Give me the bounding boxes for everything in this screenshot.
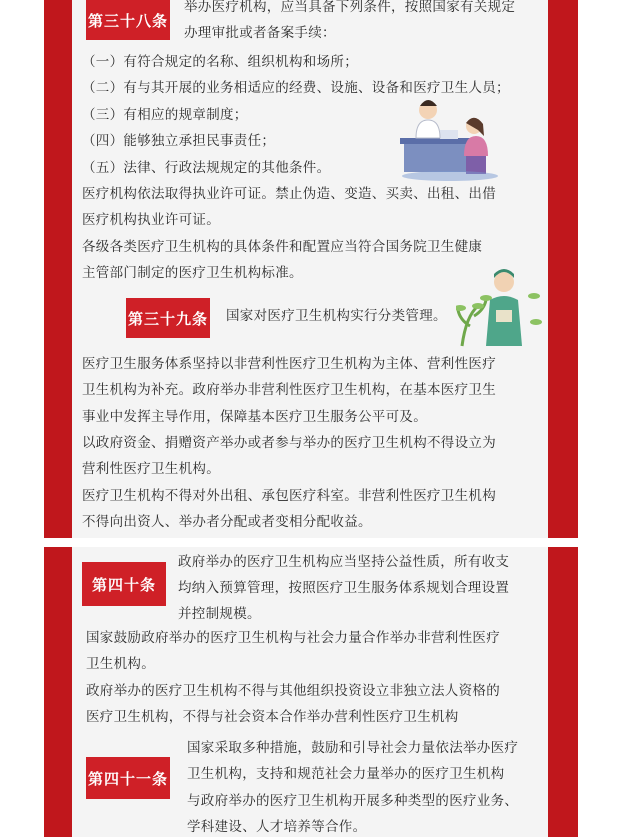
leaf-shape: [456, 305, 466, 311]
article-38-paragraph-line: 医疗机构依法取得执业许可证。禁止伪造、变造、买卖、出租、出借: [82, 186, 496, 202]
article-38-item: （五）法律、行政法规规定的其他条件。: [82, 160, 331, 176]
article-38-paragraph-line: 医疗机构执业许可证。: [82, 212, 220, 228]
leaf-shape: [530, 319, 542, 325]
leaf-shape: [528, 293, 540, 299]
article-40-tag: 第四十条: [82, 562, 166, 606]
article-39-tag: 第三十九条: [126, 298, 210, 338]
patient-legs-shape: [466, 156, 486, 174]
article-41-intro-line: 卫生机构，支持和规范社会力量举办的医疗卫生机构: [187, 766, 505, 782]
floor-shadow-shape: [402, 171, 498, 181]
article-38-intro-line: 举办医疗机构，应当具备下列条件，按照国家有关规定: [184, 0, 516, 15]
article-39-paragraph-line: 卫生机构为补充。政府举办非营利性医疗卫生机构，在基本医疗卫生: [82, 382, 496, 398]
article-38-intro-line: 办理审批或者备案手续：: [184, 25, 336, 41]
article-40-paragraph-line: 国家鼓励政府举办的医疗卫生机构与社会力量合作举办非营利性医疗: [86, 630, 500, 646]
article-39-intro: 国家对医疗卫生机构实行分类管理。: [226, 308, 447, 324]
article-38-tag: 第三十八条: [86, 0, 170, 40]
article-40-paragraph-line: 政府举办的医疗卫生机构不得与其他组织投资设立非独立法人资格的: [86, 683, 500, 699]
article-39-paragraph-line: 事业中发挥主导作用，保障基本医疗卫生服务公平可及。: [82, 409, 427, 425]
article-40-paragraph-line: 医疗卫生机构，不得与社会资本合作举办营利性医疗卫生机构: [86, 709, 459, 725]
article-40-intro-line: 政府举办的医疗卫生机构应当坚持公益性质，所有收支: [178, 554, 510, 570]
article-40-paragraph-line: 卫生机构。: [86, 656, 155, 672]
article-39-paragraph-line: 医疗卫生机构不得对外出租、承包医疗科室。非营利性医疗卫生机构: [82, 488, 496, 504]
doctor-hair-shape: [420, 100, 437, 106]
clipboard-shape: [496, 310, 512, 322]
laptop-shape: [440, 130, 458, 139]
article-38-paragraph-line: 各级各类医疗卫生机构的具体条件和配置应当符合国务院卫生健康: [82, 239, 483, 255]
article-39-paragraph-line: 不得向出资人、举办者分配或者变相分配收益。: [82, 514, 372, 530]
article-38-item: （三）有相应的规章制度；: [82, 107, 248, 123]
desk-top-shape: [400, 138, 476, 144]
article-38-paragraph-line: 主管部门制定的医疗卫生机构标准。: [82, 265, 303, 281]
article-41-intro-line: 学科建设、人才培养等合作。: [187, 819, 367, 835]
article-40-intro-line: 并控制规模。: [178, 606, 261, 622]
article-41-intro-line: 国家采取多种措施，鼓励和引导社会力量依法举办医疗: [187, 740, 519, 756]
doctor-head-shape: [494, 272, 514, 292]
article-40-intro-line: 均纳入预算管理，按照医疗卫生服务体系规划合理设置: [178, 580, 510, 596]
article-38-item: （四）能够独立承担民事责任；: [82, 133, 276, 149]
article-38-item: （二）有与其开展的业务相适应的经费、设施、设备和医疗卫生人员；: [82, 80, 510, 96]
doctor-with-plant-illustration: [456, 266, 542, 350]
article-41-tag: 第四十一条: [86, 757, 170, 799]
article-39-paragraph-line: 以政府资金、捐赠资产举办或者参与举办的医疗卫生机构不得设立为: [82, 435, 496, 451]
doctor-patient-consultation-illustration: [400, 96, 500, 182]
article-39-paragraph-line: 医疗卫生服务体系坚持以非营利性医疗卫生机构为主体、营利性医疗: [82, 356, 496, 372]
article-41-intro-line: 与政府举办的医疗卫生机构开展多种类型的医疗业务、: [187, 793, 519, 809]
doctor-coat-shape: [416, 120, 440, 138]
article-39-paragraph-line: 营利性医疗卫生机构。: [82, 461, 220, 477]
article-38-item: （一）有符合规定的名称、组织机构和场所；: [82, 54, 358, 70]
desk-shape: [404, 142, 472, 172]
leaf-shape: [472, 303, 484, 309]
